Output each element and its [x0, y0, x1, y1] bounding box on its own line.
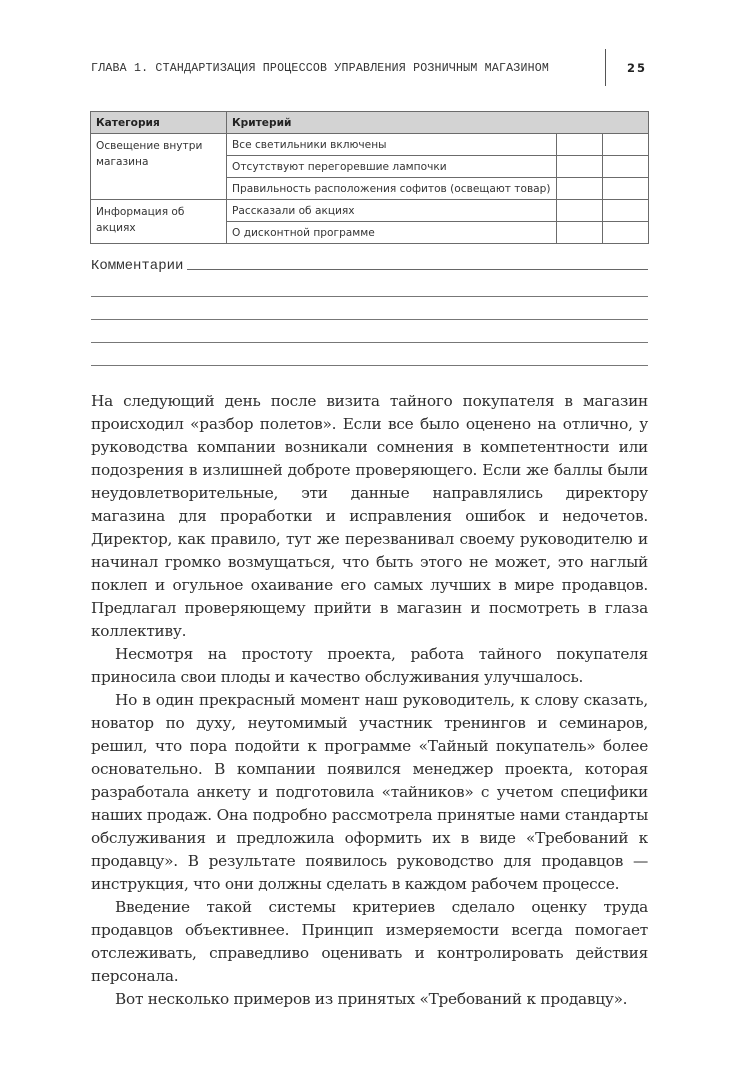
paragraph: Введение такой системы критериев сделало оценку труда продавцов объективнее. Принцип измеряемости всегда помогает отслеживать, справедливо оценивать и контролировать действия персонала. — [91, 898, 648, 985]
paragraph: Вот несколько примеров из принятых «Требований к продавцу». — [115, 990, 628, 1008]
comment-line[interactable] — [187, 269, 648, 270]
criterion-cell: Отсутствуют перегоревшие лампочки — [227, 156, 557, 178]
comments-section — [91, 258, 648, 366]
column-header-category: Категория — [91, 112, 227, 134]
column-header-criterion: Критерий — [227, 112, 649, 134]
header-divider — [605, 49, 606, 86]
score-cell[interactable] — [557, 156, 603, 178]
table-row — [91, 200, 649, 222]
comment-line[interactable] — [91, 297, 648, 320]
score-cell[interactable] — [603, 156, 649, 178]
criterion-cell: О дисконтной программе — [227, 222, 557, 244]
score-cell[interactable] — [557, 200, 603, 222]
table-header-row — [91, 112, 649, 134]
paragraph: Несмотря на простоту проекта, работа тайного покупателя приносила свои плоды и качество обслуживания улучшалось. — [91, 645, 648, 686]
criterion-cell: Правильность расположения софитов (освещают товар) — [227, 178, 557, 200]
score-cell[interactable] — [557, 178, 603, 200]
score-cell[interactable] — [557, 134, 603, 156]
score-cell[interactable] — [603, 222, 649, 244]
score-cell[interactable] — [603, 178, 649, 200]
criteria-table — [90, 111, 649, 244]
comment-line[interactable] — [91, 320, 648, 343]
comments-label: Комментарии — [91, 258, 184, 274]
criterion-cell: Рассказали об акциях — [227, 200, 557, 222]
score-cell[interactable] — [603, 200, 649, 222]
page-number: 25 — [627, 61, 648, 75]
score-cell[interactable] — [557, 222, 603, 244]
paragraph: На следующий день после визита тайного покупателя в магазин происходил «разбор полетов». Если все было оценено на отлично, у руководства компании возникали сомнения в компетентности или подозрения в излишней доброте проверяющего. Если же баллы были неудовлетворительные, эти данные направлялись директору магазина для проработки и исправления ошибок и недочетов. Директор, как правило, тут же перезванивал своему руководителю и начинал громко возмущаться, что быть этого не может, это наглый поклеп и огульное охаивание его самых лучших в мире продавцов. Предлагал проверяющему прийти в магазин и посмотреть в глаза коллективу. — [91, 392, 648, 640]
table-row — [91, 134, 649, 156]
category-cell: Освещение внутри магазина — [91, 134, 227, 200]
score-cell[interactable] — [603, 134, 649, 156]
comment-line[interactable] — [91, 274, 648, 297]
comment-line[interactable] — [91, 343, 648, 366]
comments-first-line — [91, 258, 648, 274]
running-head-title: ГЛАВА 1. СТАНДАРТИЗАЦИЯ ПРОЦЕССОВ УПРАВЛЕНИЯ РОЗНИЧНЫМ МАГАЗИНОМ — [91, 62, 550, 75]
paragraph: Но в один прекрасный момент наш руководитель, к слову сказать, новатор по духу, неутомимый участник тренингов и семинаров, решил, что пора подойти к программе «Тайный покупатель» более основательно. В компании появился менеджер проекта, которая разработала анкету и подготовила «тайников» с учетом специфики наших продаж. Она подробно рассмотрела принятые нами стандарты обслуживания и предложила оформить их в виде «Требований к продавцу». В результате появилось руководство для продавцов — инструкция, что они должны сделать в каждом рабочем процессе. — [91, 691, 648, 893]
criterion-cell: Все светильники включены — [227, 134, 557, 156]
category-cell: Информация об акциях — [91, 200, 227, 244]
body-text — [91, 390, 648, 1011]
